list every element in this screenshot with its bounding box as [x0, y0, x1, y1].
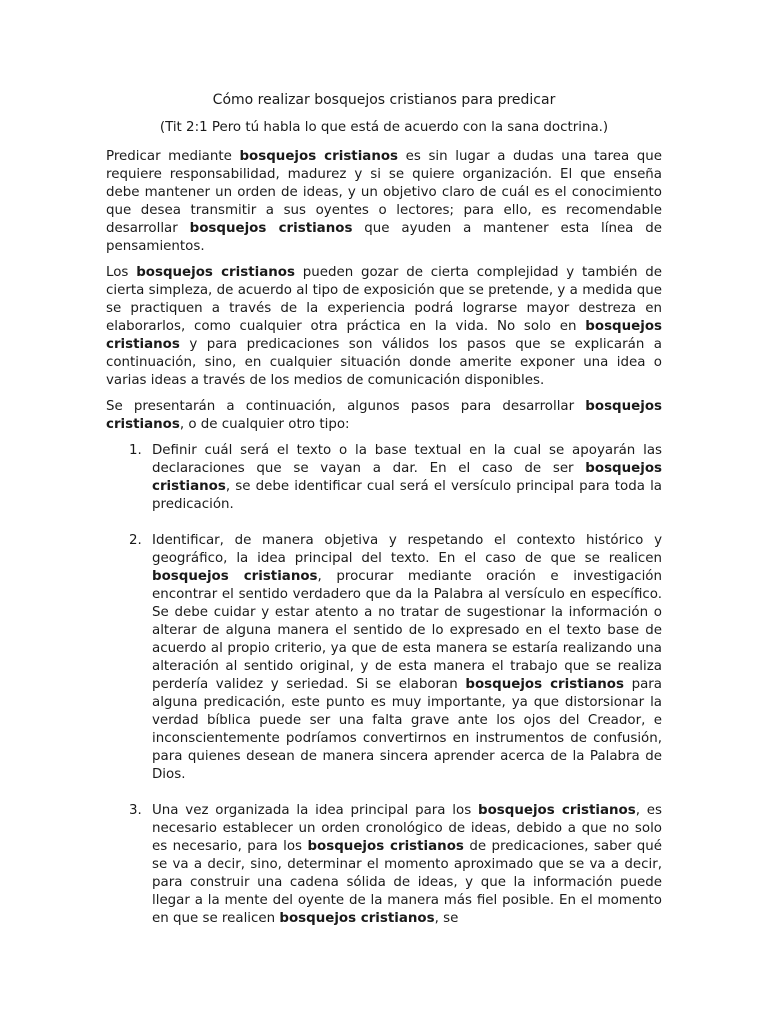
paragraph-2: Los bosquejos cristianos pueden gozar de cierta complejidad y también de cierta simpleza, de acuerdo al tipo de exposición que se pretende, y a medida que se practiquen a través de la experiencia podrá lograrse mayor destreza en elaborarlos, como cualquier otra práctica en la vida. No solo en bosquejos cristianos y para predicaciones son válidos los pasos que se explicarán a continuación, sino, en cualquier situación donde amerite exponer una idea o varias ideas a través de los medios de comunicación disponibles. [106, 265, 662, 388]
list-item: 3. Una vez organizada la idea principal para los bosquejos cristianos, es necesario establecer un orden cronológico de ideas, debido a que no solo es necesario, para los bosquejos cristianos de predicaciones, saber qué se va a decir, sino, determinar el momento aproximado que se va a decir, para construir una cadena sólida de ideas, y que la información puede llegar a la mente del oyente de la manera más fiel posible. En el momento en que se realicen bosquejos cristianos, se [129, 803, 662, 926]
document-title: Cómo realizar bosquejos cristianos para predicar [212, 92, 556, 108]
paragraph-3: Se presentarán a continuación, algunos pasos para desarrollar bosquejos cristianos, o de cualquier otro tipo: [106, 399, 662, 432]
paragraph-1: Predicar mediante bosquejos cristianos es sin lugar a dudas una tarea que requiere responsabilidad, madurez y si se quiere organización. El que enseña debe mantener un orden de ideas, y un objetivo claro de cuál es el conocimiento que desea transmitir a sus oyentes o lectores; para ello, es recomendable desarrollar bosquejos cristianos que ayuden a mantener esta línea de pensamientos. [106, 149, 663, 254]
list-item: 1. Definir cuál será el texto o la base textual en la cual se apoyarán las declaraciones que se vayan a dar. En el caso de ser bosquejos cristianos, se debe identificar cual será el versículo principal para toda la predicación. [129, 443, 662, 512]
document-body [106, 148, 662, 946]
list-item: 2. Identificar, de manera objetiva y respetando el contexto histórico y geográfico, la idea principal del texto. En el caso de que se realicen bosquejos cristianos, procurar mediante oración e investigación encontrar el sentido verdadero que da la Palabra al versículo en específico. Se debe cuidar y estar atento a no tratar de sugestionar la información o alterar de alguna manera el sentido de lo expresado en el texto base de acuerdo al propio criterio, ya que de esta manera se estaría realizando una alteración al sentido original, y de esta manera el trabajo que se realiza perdería validez y seriedad. Si se elaboran bosquejos cristianos para alguna predicación, este punto es muy importante, ya que distorsionar la verdad bíblica puede ser una falta grave ante los ojos del Creador, e inconscientemente podríamos convertirnos en instrumentos de confusión, para quienes desean de manera sincera aprender acerca de la Palabra de Dios. [129, 533, 662, 782]
scripture-reference: (Tit 2:1 Pero tú habla lo que está de acuerdo con la sana doctrina.) [159, 120, 609, 135]
steps-list [106, 442, 662, 928]
